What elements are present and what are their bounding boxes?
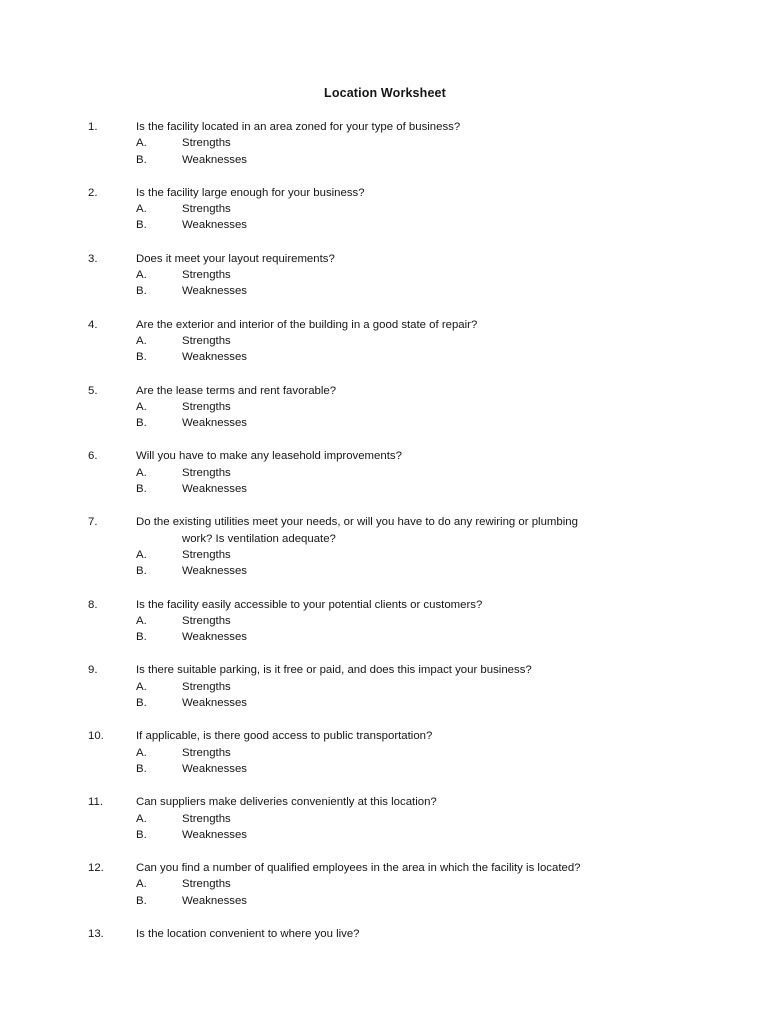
- option-row[interactable]: [88, 893, 688, 909]
- option-row[interactable]: [88, 349, 688, 365]
- option-label: Strengths: [182, 746, 231, 759]
- option-label: Strengths: [182, 400, 231, 413]
- question-block: [88, 448, 688, 497]
- question-number: 3.: [88, 252, 98, 265]
- question-text-line: Is the location convenient to where you live?: [136, 927, 360, 940]
- option-letter: A.: [136, 203, 147, 216]
- option-label: Strengths: [182, 614, 231, 627]
- option-row[interactable]: [88, 811, 688, 827]
- option-letter: B.: [136, 351, 147, 364]
- option-letter: B.: [136, 219, 147, 232]
- option-label: Strengths: [182, 548, 231, 561]
- question-block: [88, 514, 688, 579]
- option-letter: B.: [136, 697, 147, 710]
- option-row[interactable]: [88, 827, 688, 843]
- option-row[interactable]: [88, 333, 688, 349]
- option-letter: A.: [136, 746, 147, 759]
- option-letter: A.: [136, 548, 147, 561]
- question-text-line: Does it meet your layout requirements?: [136, 252, 335, 265]
- question-text-line: Are the exterior and interior of the building in a good state of repair?: [136, 318, 478, 331]
- option-label: Strengths: [182, 812, 231, 825]
- question-text-line: Will you have to make any leasehold improvements?: [136, 450, 402, 463]
- question-row: [88, 662, 688, 678]
- question-row: [88, 317, 688, 333]
- question-row: [88, 514, 688, 547]
- option-letter: A.: [136, 812, 147, 825]
- option-label: Weaknesses: [182, 351, 248, 364]
- question-row: [88, 794, 688, 810]
- question-number: 12.: [88, 862, 104, 875]
- option-label: Strengths: [182, 466, 231, 479]
- question-block: [88, 597, 688, 646]
- option-label: Weaknesses: [182, 631, 248, 644]
- question-block: [88, 728, 688, 777]
- option-label: Strengths: [182, 878, 231, 891]
- option-letter: B.: [136, 894, 147, 907]
- option-row[interactable]: [88, 152, 688, 168]
- question-number: 7.: [88, 516, 98, 529]
- option-letter: B.: [136, 565, 147, 578]
- option-row[interactable]: [88, 465, 688, 481]
- question-row: [88, 251, 688, 267]
- option-row[interactable]: [88, 695, 688, 711]
- option-label: Strengths: [182, 334, 231, 347]
- option-label: Weaknesses: [182, 762, 248, 775]
- option-row[interactable]: [88, 563, 688, 579]
- option-row[interactable]: [88, 679, 688, 695]
- option-label: Weaknesses: [182, 828, 248, 841]
- option-label: Strengths: [182, 203, 231, 216]
- option-row[interactable]: [88, 876, 688, 892]
- page-title: Location Worksheet: [324, 86, 446, 100]
- option-letter: B.: [136, 828, 147, 841]
- option-letter: A.: [136, 680, 147, 693]
- question-text: [136, 185, 688, 201]
- option-label: Weaknesses: [182, 894, 248, 907]
- question-block: [88, 119, 688, 168]
- question-text-line: Is the facility located in an area zoned for your type of business?: [136, 121, 461, 133]
- option-row[interactable]: [88, 267, 688, 283]
- question-text: [136, 251, 688, 267]
- option-row[interactable]: [88, 415, 688, 431]
- question-text: [136, 317, 688, 333]
- question-text-line: Is the facility easily accessible to your potential clients or customers?: [136, 598, 483, 611]
- question-text-line: Can suppliers make deliveries conveniently at this location?: [136, 796, 437, 809]
- question-text: [136, 514, 688, 547]
- option-letter: B.: [136, 417, 147, 430]
- option-letter: B.: [136, 631, 147, 644]
- option-label: Strengths: [182, 680, 231, 693]
- option-label: Weaknesses: [182, 417, 248, 430]
- question-text: [136, 728, 688, 744]
- option-row[interactable]: [88, 481, 688, 497]
- option-letter: B.: [136, 483, 147, 496]
- option-label: Weaknesses: [182, 153, 248, 166]
- question-text-line: Is there suitable parking, is it free or paid, and does this impact your business?: [136, 664, 532, 677]
- question-text: [136, 794, 688, 810]
- option-row[interactable]: [88, 745, 688, 761]
- question-row: [88, 383, 688, 399]
- option-label: Weaknesses: [182, 565, 248, 578]
- question-text-line: Is the facility large enough for your business?: [136, 186, 365, 199]
- question-text: [136, 597, 688, 613]
- option-letter: A.: [136, 269, 147, 282]
- question-text: [136, 926, 688, 942]
- question-block: [88, 860, 688, 909]
- question-block: [88, 794, 688, 843]
- option-row[interactable]: [88, 217, 688, 233]
- option-row[interactable]: [88, 629, 688, 645]
- option-letter: B.: [136, 762, 147, 775]
- option-row[interactable]: [88, 547, 688, 563]
- option-letter: A.: [136, 878, 147, 891]
- option-letter: B.: [136, 285, 147, 298]
- question-number: 8.: [88, 598, 98, 611]
- option-row[interactable]: [88, 283, 688, 299]
- question-text-line: Do the existing utilities meet your needs, or will you have to do any rewiring or plumbing: [136, 516, 578, 529]
- option-row[interactable]: [88, 399, 688, 415]
- question-block: [88, 185, 688, 234]
- question-text: [136, 860, 688, 876]
- option-letter: B.: [136, 153, 147, 166]
- option-row[interactable]: [88, 201, 688, 217]
- question-number: 9.: [88, 664, 98, 677]
- question-row: [88, 926, 688, 942]
- question-text: [136, 383, 688, 399]
- option-letter: A.: [136, 466, 147, 479]
- question-number: 6.: [88, 450, 98, 463]
- question-text-line: If applicable, is there good access to public transportation?: [136, 730, 433, 743]
- question-text: [136, 662, 688, 678]
- question-number: 5.: [88, 384, 98, 397]
- option-label: Weaknesses: [182, 483, 248, 496]
- option-label: Strengths: [182, 137, 231, 150]
- question-text-line: Can you find a number of qualified employees in the area in which the facility is located?: [136, 862, 581, 875]
- question-number: 11.: [88, 796, 103, 809]
- option-letter: A.: [136, 400, 147, 413]
- question-text: [136, 119, 688, 135]
- option-letter: A.: [136, 614, 147, 627]
- option-label: Strengths: [182, 269, 231, 282]
- option-label: Weaknesses: [182, 285, 248, 298]
- question-row: [88, 185, 688, 201]
- question-number: 1.: [88, 121, 98, 133]
- question-row: [88, 728, 688, 744]
- question-text-continuation: work? Is ventilation adequate?: [182, 532, 336, 545]
- question-number: 10.: [88, 730, 104, 743]
- question-number: 2.: [88, 186, 98, 199]
- option-letter: A.: [136, 334, 147, 347]
- option-letter: A.: [136, 137, 147, 150]
- question-block: [88, 926, 688, 942]
- option-label: Weaknesses: [182, 697, 248, 710]
- question-number: 13.: [88, 927, 104, 940]
- question-block: [88, 662, 688, 711]
- question-row: [88, 119, 688, 135]
- question-text-line: Are the lease terms and rent favorable?: [136, 384, 337, 397]
- option-row[interactable]: [88, 135, 688, 151]
- question-list: [88, 119, 688, 942]
- question-block: [88, 317, 688, 366]
- question-row: [88, 860, 688, 876]
- question-number: 4.: [88, 318, 98, 331]
- option-row[interactable]: [88, 613, 688, 629]
- option-label: Weaknesses: [182, 219, 248, 232]
- option-row[interactable]: [88, 761, 688, 777]
- question-row: [88, 448, 688, 464]
- question-block: [88, 251, 688, 300]
- question-block: [88, 383, 688, 432]
- question-text: [136, 448, 688, 464]
- question-row: [88, 597, 688, 613]
